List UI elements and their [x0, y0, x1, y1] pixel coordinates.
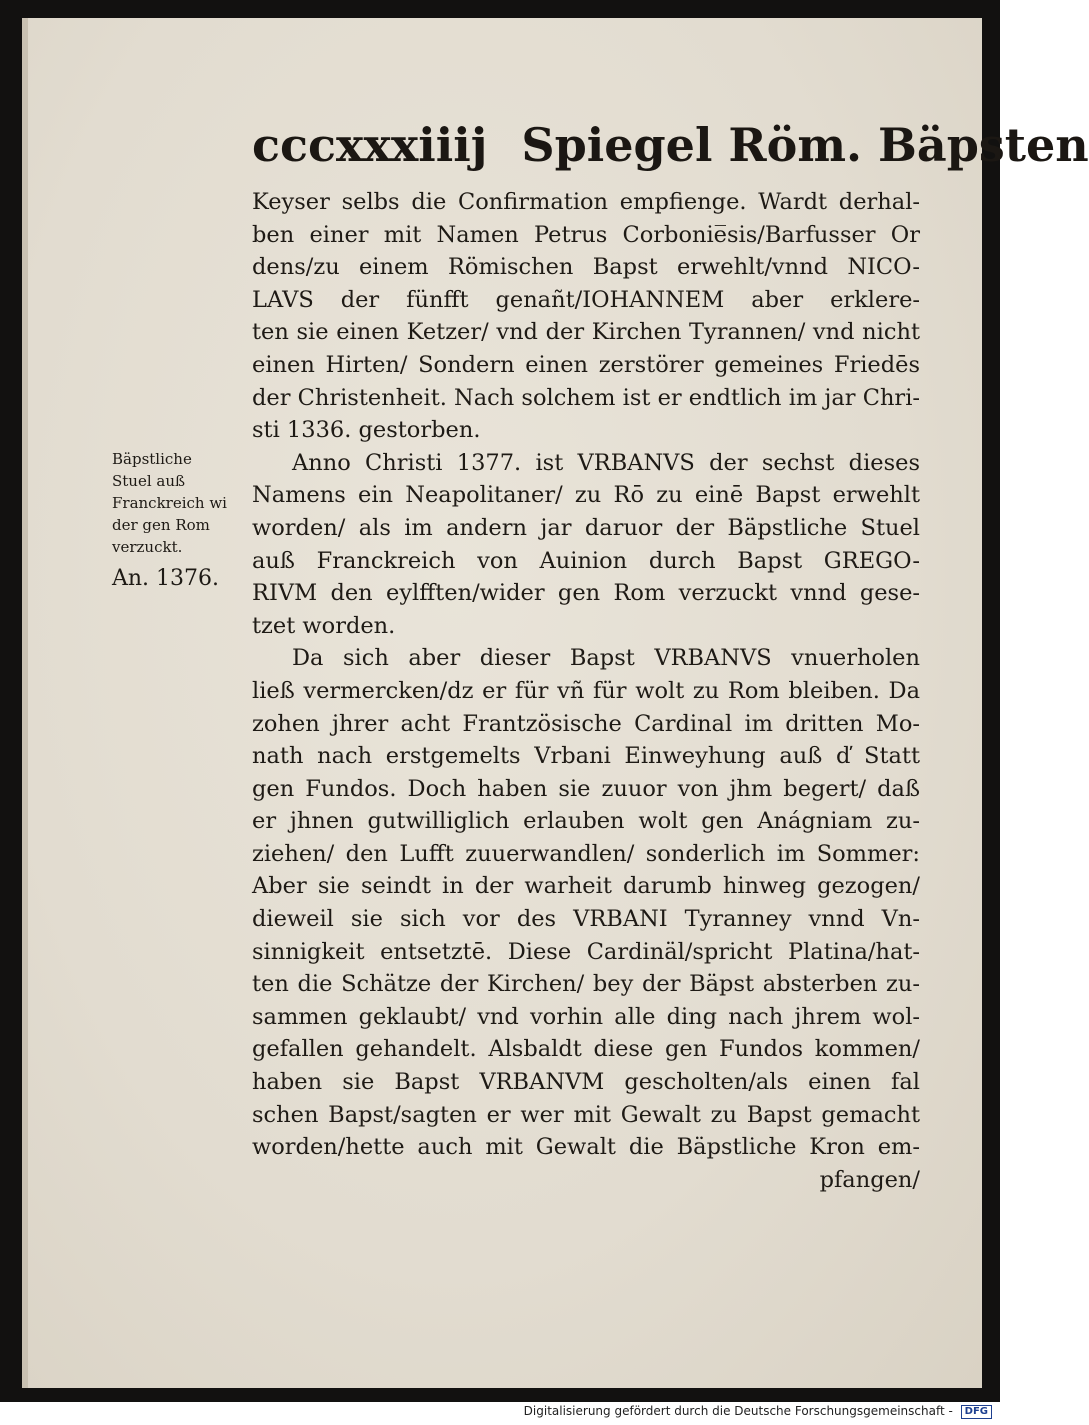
margin-note-line: Stuel auß [112, 472, 186, 490]
text-line: Da sich aber dieser Bapst VRBANVS vnuerholen [292, 645, 920, 672]
text-line: dieweil sie sich vor des VRBANI Tyranney vnnd Vn- [252, 906, 920, 933]
catchword: pfangen/ [819, 1166, 920, 1193]
margin-note [112, 448, 252, 558]
text-line: gefallen gehandelt. Alsbaldt diese gen Fundos kommen/ [252, 1036, 920, 1063]
dfg-logo-icon: DFG [961, 1405, 992, 1419]
text-line: worden/hette auch mit Gewalt die Bäpstliche Kron em- [252, 1134, 920, 1161]
running-title: Spiegel Röm. Bäpsten [521, 118, 1089, 172]
text-line: ten sie einen Ketzer/ vnd der Kirchen Tyrannen/ vnd nicht [252, 319, 920, 346]
text-line: Keyser selbs die Confirmation empfienge. Wardt derhal- [252, 189, 920, 215]
text-line: auß Franckreich von Auinion durch Bapst GREGO- [252, 547, 920, 574]
text-line: schen Bapst/sagten er wer mit Gewalt zu Bapst gemacht [252, 1101, 920, 1128]
credit-text: Digitalisierung gefördert durch die Deutsche Forschungsgemeinschaft - [523, 1404, 953, 1418]
text-line: LAVS der fünfft genañt/IOHANNEM aber erklere- [252, 286, 920, 313]
text-line: nath nach erstgemelts Vrbani Einweyhung auß ď Statt [252, 743, 920, 770]
text-line: ziehen/ den Lufft zuuerwandlen/ sonderlich im Sommer: [252, 840, 920, 867]
text-line: ben einer mit Namen Petrus Corbonie̅sis/Barfusser Or [252, 221, 920, 248]
text-line: Aber sie seindt in der warheit darumb hinweg gezogen/ [252, 873, 920, 900]
text-line: sti 1336. gestorben. [252, 417, 481, 444]
digitization-credit [524, 1404, 992, 1419]
page-header [252, 118, 1089, 188]
text-line: zohen jhrer acht Frantzösische Cardinal im dritten Mo- [252, 710, 920, 737]
text-line: ten die Schätze der Kirchen/ bey der Bäpst absterben zu- [252, 971, 920, 998]
text-line: Anno Christi 1377. ist VRBANVS der sechst dieses [292, 449, 920, 476]
margin-note-line: verzuckt. [112, 538, 183, 556]
text-line: haben sie Bapst VRBANVM gescholten/als einen fal [252, 1069, 920, 1096]
margin-note-line: Franckreich wi [112, 494, 227, 512]
text-line: der Christenheit. Nach solchem ist er endtlich im jar Chri- [252, 384, 920, 411]
text-line: worden/ als im andern jar daruor der Bäpstliche Stuel [252, 514, 920, 541]
margin-note-line: der gen Rom [112, 516, 210, 534]
text-line: sammen geklaubt/ vnd vorhin alle ding nach jhrem wol- [252, 1003, 920, 1030]
text-line: ließ vermercken/dz er für vñ für wolt zu Rom bleiben. Da [252, 677, 920, 704]
text-line: sinnigkeit entsetztē. Diese Cardinäl/spricht Platina/hat- [252, 938, 920, 965]
text-line: er jhnen gutwilliglich erlauben wolt gen Anágniam zu- [252, 808, 920, 835]
margin-note-line: Bäpstliche [112, 450, 192, 468]
body-text [252, 186, 920, 1196]
text-line: dens/zu einem Römischen Bapst erwehlt/vnnd NICO- [252, 254, 920, 281]
text-line: RIVM den eylfften/wider gen Rom verzuckt vnnd gese- [252, 580, 920, 607]
folio-number: cccxxxiiij [252, 118, 488, 172]
text-line: gen Fundos. Doch haben sie zuuor von jhm begert/ daß [252, 775, 920, 802]
text-line: tzet worden. [252, 612, 396, 639]
page-edge [22, 18, 28, 1388]
margin-year: An. 1376. [112, 566, 220, 591]
text-line: Namens ein Neapolitaner/ zu Rō zu einē Bapst erwehlt [252, 482, 920, 509]
text-line: einen Hirten/ Sondern einen zerstörer gemeines Friedēs [252, 351, 920, 378]
